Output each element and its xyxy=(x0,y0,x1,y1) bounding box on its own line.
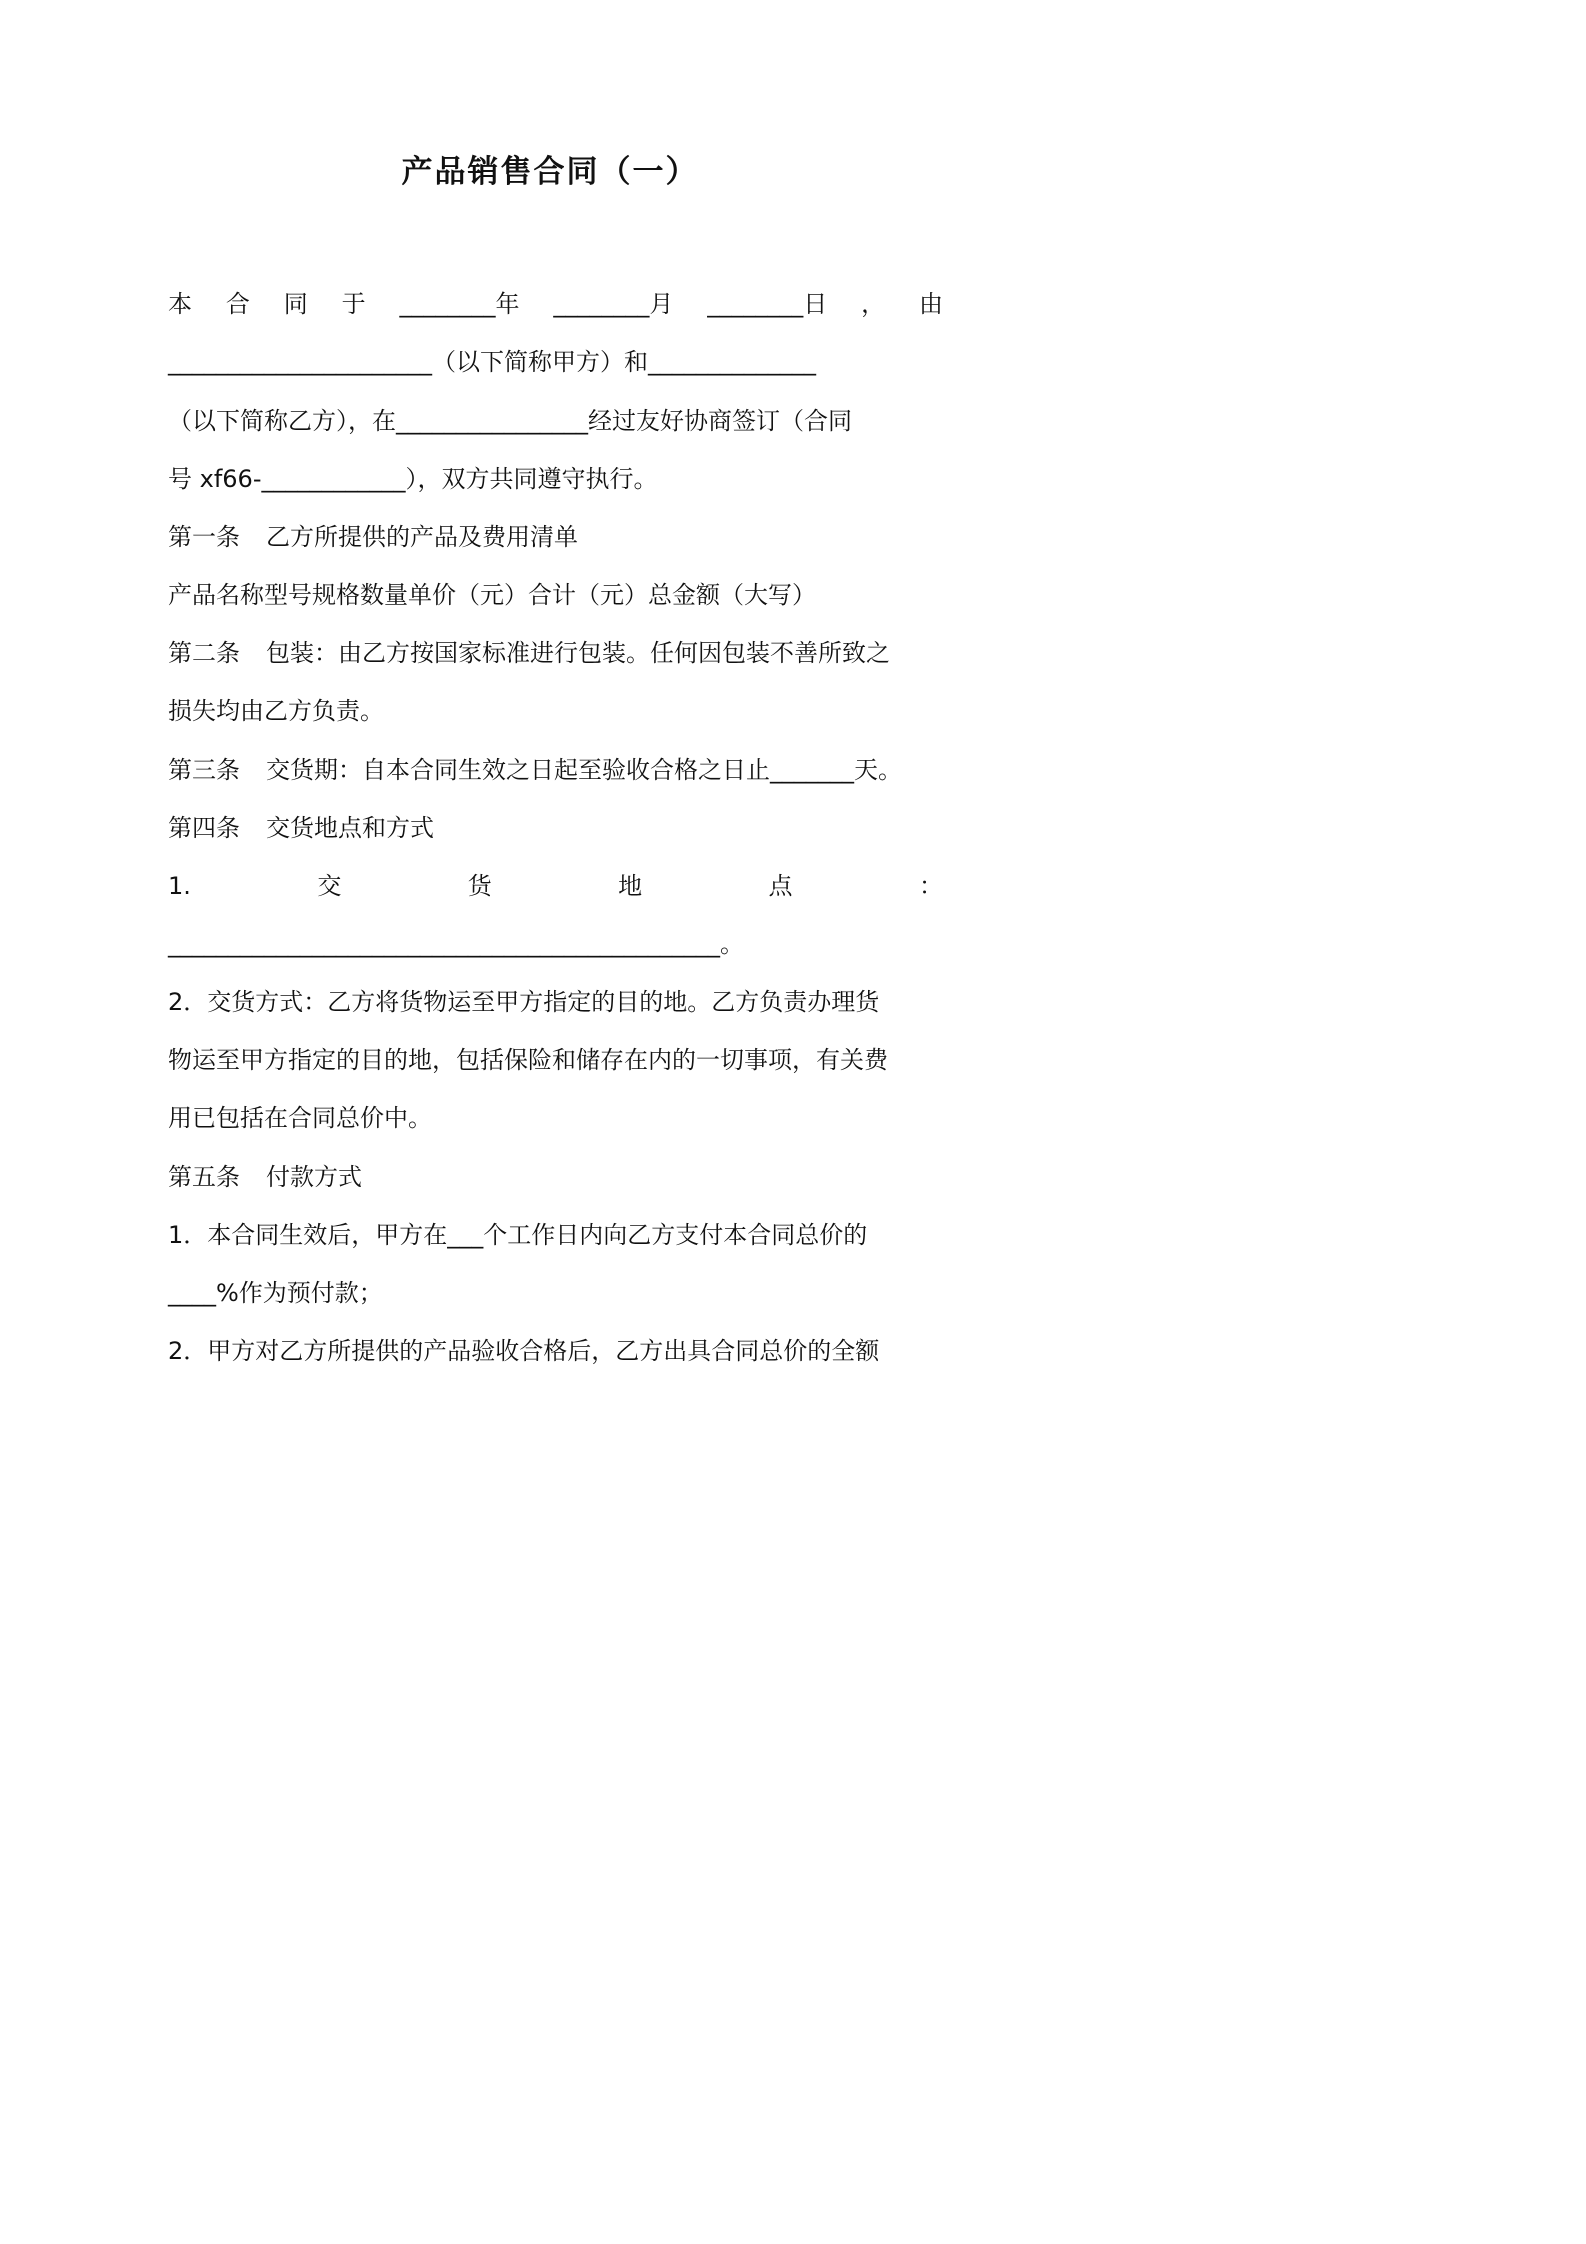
contract-page xyxy=(0,0,1100,1556)
article-1-title: 乙方所提供的产品及费用清单 xyxy=(266,523,578,551)
delivery-place-blank: ______________________________________________。 xyxy=(168,930,744,958)
article-4-heading-line xyxy=(168,811,943,845)
day-blank: ________日 xyxy=(707,290,828,318)
intro-word: 合 xyxy=(225,290,250,318)
article-1-number: 第一条 xyxy=(168,523,240,551)
delivery-place-word: 点 xyxy=(768,872,793,900)
intro-line-4: 号 xf66-____________），双方共同遵守执行。 xyxy=(168,465,658,493)
article-3-text: 交货期：自本合同生效之日起至验收合格之日止_______天。 xyxy=(266,756,902,784)
delivery-method-line-1: 2．交货方式：乙方将货物运至甲方指定的目的地。乙方负责办理货 xyxy=(168,988,880,1016)
article-3-number: 第三条 xyxy=(168,756,240,784)
delivery-place-word: 地 xyxy=(618,872,643,900)
month-blank: ________月 xyxy=(553,290,674,318)
intro-line-3: （以下简称乙方），在________________经过友好协商签订（合同 xyxy=(168,407,852,435)
delivery-place-line xyxy=(168,869,943,903)
article-5-number: 第五条 xyxy=(168,1163,240,1191)
payment-item-1-line-1: 1．本合同生效后，甲方在___个工作日内向乙方支付本合同总价的 xyxy=(168,1221,868,1249)
article-5-heading-line xyxy=(168,1160,943,1194)
delivery-place-word: 交 xyxy=(317,872,342,900)
intro-word: 于 xyxy=(341,290,366,318)
article-1-heading-line xyxy=(168,520,943,554)
intro-word: 由 xyxy=(919,290,943,318)
delivery-method-line-3: 用已包括在合同总价中。 xyxy=(168,1104,432,1132)
delivery-method-line-2: 物运至甲方指定的目的地，包括保险和储存在内的一切事项，有关费 xyxy=(168,1046,888,1074)
delivery-place-word: ： xyxy=(918,872,943,900)
intro-word: 本 xyxy=(168,290,192,318)
article-2-line-1 xyxy=(168,636,943,670)
document-title: 产品销售合同（一） xyxy=(401,154,699,190)
product-columns-line: 产品名称型号规格数量单价（元）合计（元）总金额（大写） xyxy=(168,581,816,609)
delivery-place-word: 货 xyxy=(467,872,492,900)
article-2-text: 包装：由乙方按国家标准进行包装。任何因包装不善所致之 xyxy=(266,639,890,667)
intro-line-1 xyxy=(168,287,943,321)
delivery-place-word: 1. xyxy=(168,872,191,900)
article-2-number: 第二条 xyxy=(168,639,240,667)
payment-item-1-line-2: ____%作为预付款； xyxy=(168,1279,383,1307)
article-2-line-2: 损失均由乙方负责。 xyxy=(168,697,384,725)
year-blank: ________年 xyxy=(399,290,520,318)
payment-item-2-line-1: 2．甲方对乙方所提供的产品验收合格后，乙方出具合同总价的全额 xyxy=(168,1337,880,1365)
article-4-title: 交货地点和方式 xyxy=(266,814,434,842)
article-3-line xyxy=(168,753,943,787)
article-4-number: 第四条 xyxy=(168,814,240,842)
article-5-title: 付款方式 xyxy=(266,1163,362,1191)
intro-word: 同 xyxy=(283,290,308,318)
intro-line-2: ______________________（以下简称甲方）和______________ xyxy=(168,348,816,376)
intro-word: ， xyxy=(861,290,886,318)
